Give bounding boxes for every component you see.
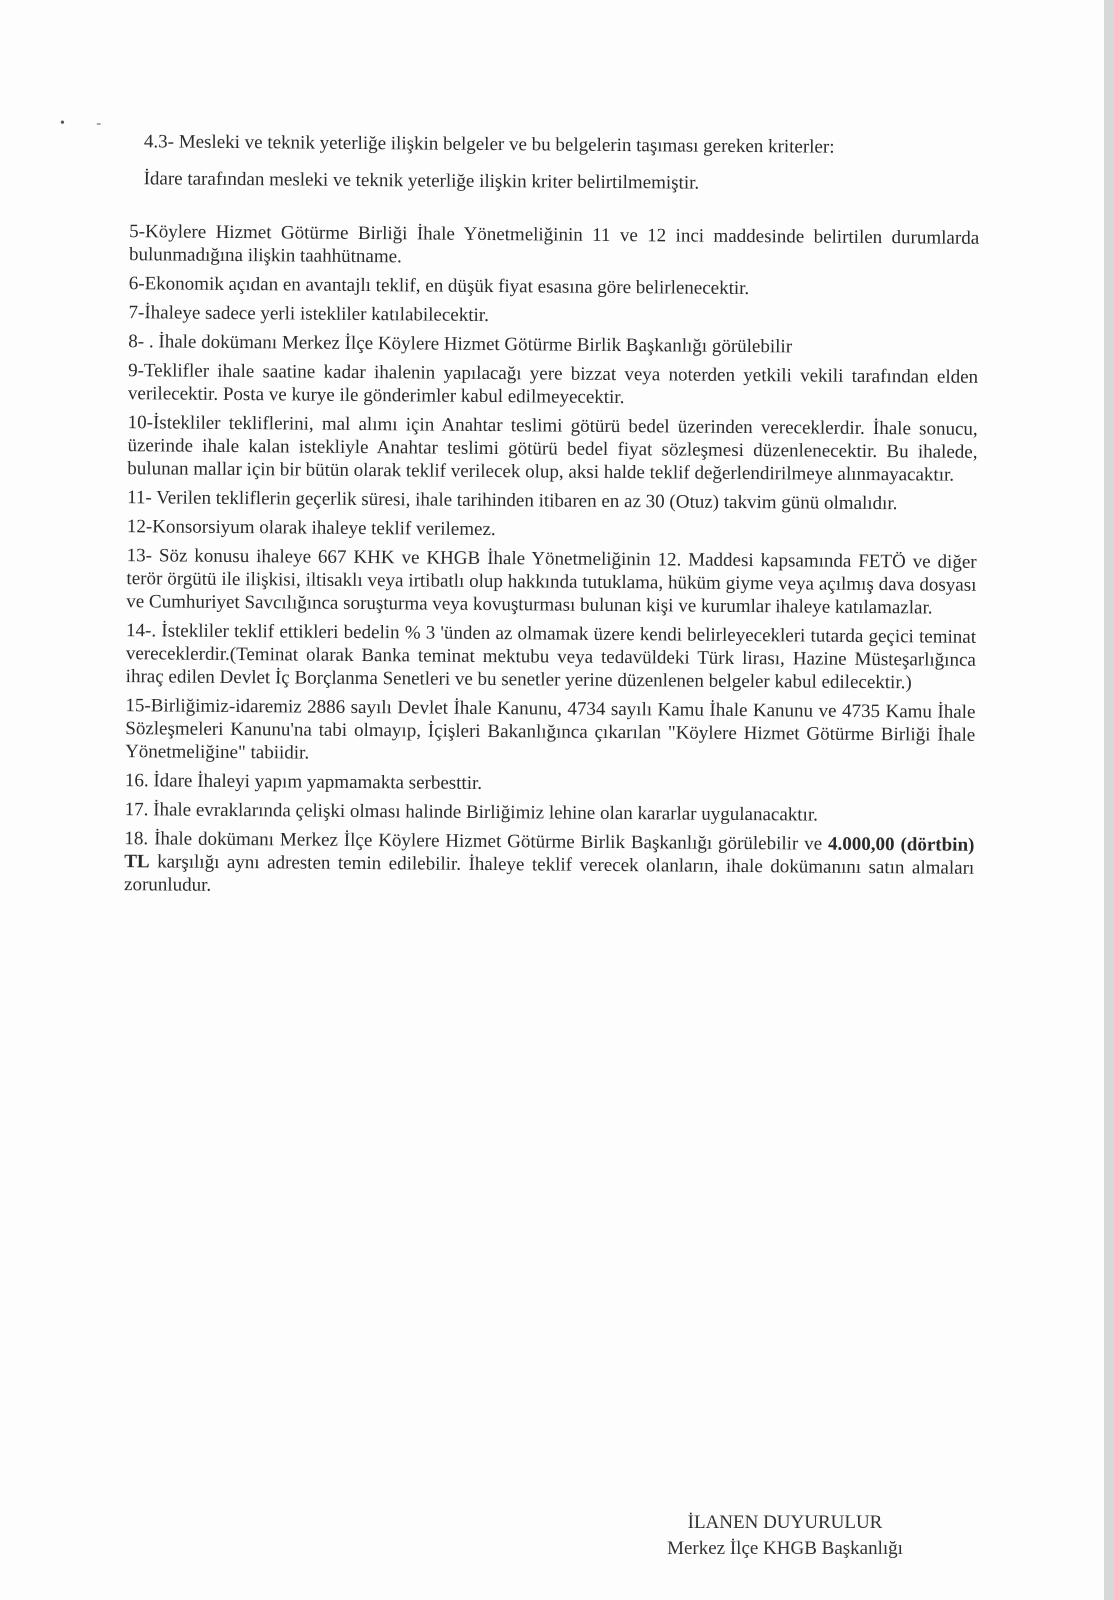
clause-7: 7-İhaleye sadece yerli istekliler katılabilecektir.	[128, 302, 489, 326]
stray-marks: • ‑	[60, 116, 116, 131]
clause-12: 12-Konsorsiyum olarak ihaleye teklif verilemez.	[126, 516, 496, 541]
clause-14: 14-. İstekliler teklif ettikleri bedelin % 3 'ünden az olmamak üzere kendi belirleyecekleri tutarda geçici teminat vereceklerdir.(Teminat olarak Banka teminat mektubu veya tedavüldeki Türk lirası, Hazine Müsteşarlığınca ihraç edilen Devlet İç Borçlanma Senetleri ve bu senetler yerine düzenlenen belgeler kabul edilecektir.)	[125, 620, 977, 694]
clause-8: 8- . İhale dokümanı Merkez İlçe Köylere Hizmet Götürme Birlik Başkanlığı görülebilir	[128, 331, 793, 358]
document-body	[104, 130, 980, 909]
authority-name: Merkez İlçe KHGB Başkanlığı	[667, 1538, 903, 1559]
signature-block	[640, 1510, 930, 1562]
clause-11: 11- Verilen tekliflerin geçerlik süresi, ihale tarihinden itibaren en az 30 (Otuz) takvim günü olmalıdır.	[127, 487, 898, 515]
clause-5: 5-Köylere Hizmet Götürme Birliği İhale Yönetmeliğinin 11 ve 12 inci maddesinde belirtilen durumlarda bulunmadığına ilişkin taahhütname.	[128, 221, 980, 268]
clause-16: 16. İdare İhaleyi yapım yapmamakta serbesttir.	[124, 770, 483, 794]
scan-edge	[1104, 0, 1114, 1600]
clause-6: 6-Ekonomik açıdan en avantajlı teklif, en düşük fiyat esasına göre belirlenecektir.	[128, 273, 750, 300]
clause-9: 9-Teklifler ihale saatine kadar ihalenin yapılacağı yere bizzat veya noterden yetkili vekili tarafından elden verilecektir. Posta ve kurye ile gönderimler kabul edilmeyecektir.	[127, 360, 979, 409]
clause-17: 17. İhale evraklarında çelişki olması halinde Birliğimiz lehine olan kararlar uygulanacaktır.	[124, 799, 818, 826]
criteria-heading: 4.3- Mesleki ve teknik yeterliğe ilişkin belgeler ve bu belgelerin taşıması gereken kriterler:	[143, 131, 835, 158]
criteria-text: İdare tarafından mesleki ve teknik yeterliğe ilişkin kriter belirtilmemiştir.	[143, 168, 700, 194]
criteria-section	[144, 130, 980, 197]
clause-18-text-end: karşılığı aynı adresten temin edilebilir. İhaleye teklif verecek olanların, ihale dokümanını satın almaları zorunludur.	[123, 851, 975, 896]
announcement-line: İLANEN DUYURULUR	[687, 1512, 883, 1533]
clause-15: 15-Birliğimiz-idaremiz 2886 sayılı Devlet İhale Kanunu, 4734 sayılı Kamu İhale Kanunu ve 4735 Kamu İhale Sözleşmeleri Kanunu'na tabi olmayıp, İçişleri Bakanlığınca çıkarılan "Köylere Hizmet Götürme Birliği İhale Yönetmeliğine" tabiidir.	[125, 695, 976, 764]
clause-10: 10-İstekliler tekliflerini, mal alımı için Anahtar teslimi götürü bedel üzerinden vereceklerdir. İhale sonucu, üzerinde ihale kalan istekliyle Anahtar teslimi götürü bedel fiyat sözleşmesi düzenlenecektir. Bu ihalede, bulunan mallar için bir bütün olarak teklif verilecek olup, aksi halde teklif değerlendirilmeye alınmayacaktır.	[127, 412, 978, 486]
clause-18-text: 18. İhale dokümanı Merkez İlçe Köylere Hizmet Götürme Birlik Başkanlığı görülebilir ve	[124, 828, 829, 855]
document-fee: 4.000,00 (dörtbin) TL	[124, 833, 975, 873]
clause-13: 13- Söz konusu ihaleye 667 KHK ve KHGB İhale Yönetmeliğinin 12. Maddesi kapsamında FETÖ ve diğer terör örgütü ile ilişkisi, iltisaklı veya irtibatlı olup hakkında tutuklama, hüküm giyme veya açılmış dava dosyası ve Cumhuriyet Savcılığınca soruşturma veya kovuşturması bulunan kişi ve kurumlar ihaleye katılamazlar.	[126, 545, 977, 619]
clause-18	[124, 827, 975, 903]
